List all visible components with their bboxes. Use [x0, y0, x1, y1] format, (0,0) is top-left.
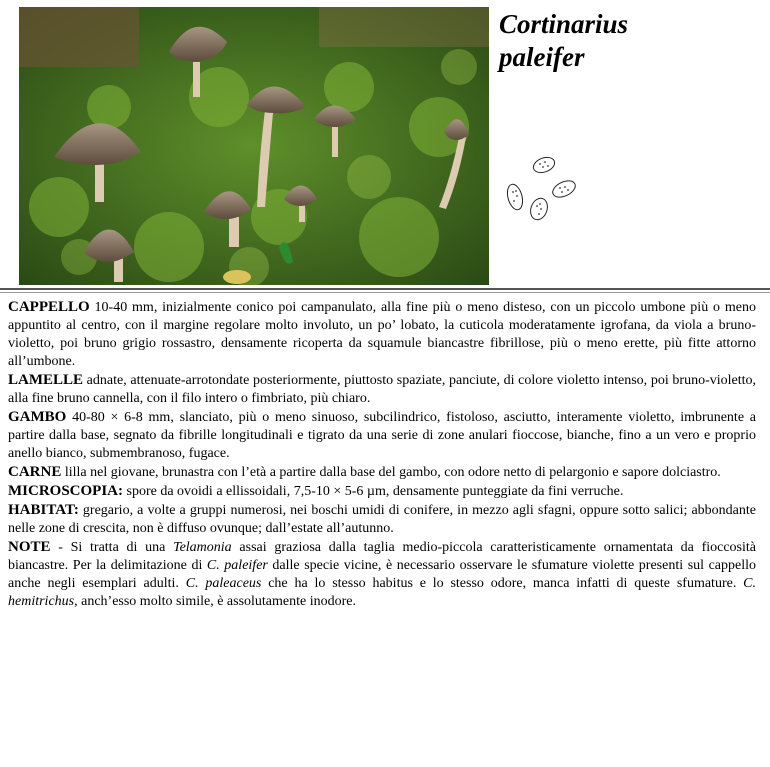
mushroom-photo-illustration	[19, 7, 489, 285]
note-part: che ha lo stesso habitus e lo stesso odore, manca infatti di queste sfumature.	[261, 576, 744, 591]
note-part: assai graziosa dalla taglia medio-piccola caratteristicamente ornamentata da fioccosità biancastre. Per la delimitazione di	[8, 540, 756, 573]
spore	[550, 178, 578, 201]
note-part: Telamonia	[173, 540, 232, 555]
section-label: CAPPELLO	[8, 299, 90, 315]
section-note	[8, 538, 756, 611]
spore	[505, 183, 525, 212]
section-label: GAMBO	[8, 409, 67, 425]
description-text	[8, 298, 756, 611]
section-body: 10-40 mm, inizialmente conico poi campanulato, alla fine più o meno disteso, con un piccolo umbone più o meno appuntito al centro, con il margine regolare molto involuto, un po’ lobato, la cuticola moderatamente igrofana, da viola a bruno-violetto, poi bruno grigio rossastro, densamente ricoperta da squamule biancastre fibrillose, più o meno erette, più fitte attorno all’umbone.	[8, 300, 756, 369]
spore	[528, 196, 551, 222]
section-label: HABITAT:	[8, 502, 79, 518]
note-part: , anch’esso molto simile, è assolutamente inodore.	[74, 594, 356, 609]
divider	[0, 288, 770, 290]
section-body: adnate, attenuate-arrotondate posteriormente, piuttosto spaziate, panciute, di colore violetto intenso, poi bruno-violetto, alla fine bruno cannella, con il filo intero o fimbriato, più chiaro.	[8, 373, 756, 406]
note-part: - Si tratta di una	[50, 540, 174, 555]
spore	[531, 155, 556, 176]
genus-name: Cortinarius	[499, 9, 629, 39]
species-name: paleifer	[499, 42, 585, 72]
section-microscopia	[8, 482, 756, 501]
section-label: NOTE	[8, 539, 51, 555]
section-label: LAMELLE	[8, 372, 84, 388]
note-part: C. hemitrichus	[8, 576, 756, 609]
section-carne	[8, 463, 756, 482]
section-gambo	[8, 408, 756, 463]
divider	[0, 292, 770, 293]
section-label: MICROSCOPIA:	[8, 483, 123, 499]
section-lamelle	[8, 371, 756, 408]
note-part: C. paleifer	[206, 558, 268, 573]
section-body: 40-80 × 6-8 mm, slanciato, più o meno sinuoso, subcilindrico, fistoloso, asciutto, interamente violetto, imbrunente a partire dalla base, segnato da fibrille longitudinali e tigrato da una serie di zone anulari fioccose, bianche, fino a un vero e proprio anello bianco, submembranoso, fugace.	[8, 410, 756, 461]
section-label: CARNE	[8, 464, 62, 480]
section-body: spore da ovoidi a ellissoidali, 7,5-10 × 5-6 µm, densamente punteggiate da fini verruche.	[123, 484, 624, 499]
mushroom-photo	[19, 7, 489, 285]
section-body: gregario, a volte a gruppi numerosi, nei boschi umidi di conifere, in mezzo agli sfagni, oppure sotto salici; abbondante nelle zone di crescita, non è diffuso ovunque; dall’estate all’autunno.	[8, 503, 756, 536]
note-part: dalle specie vicine, è necessario osservare le sfumature violette presenti sul cappello anche negli esemplari adulti.	[8, 558, 757, 591]
species-title	[499, 8, 759, 74]
spores-illustration	[500, 148, 590, 228]
note-part: C. paleaceus	[185, 576, 262, 591]
section-cappello	[8, 298, 756, 371]
section-habitat	[8, 501, 756, 538]
section-body: lilla nel giovane, brunastra con l’età a partire dalla base del gambo, con odore netto di pelargonio e sapore dolciastro.	[61, 465, 721, 480]
